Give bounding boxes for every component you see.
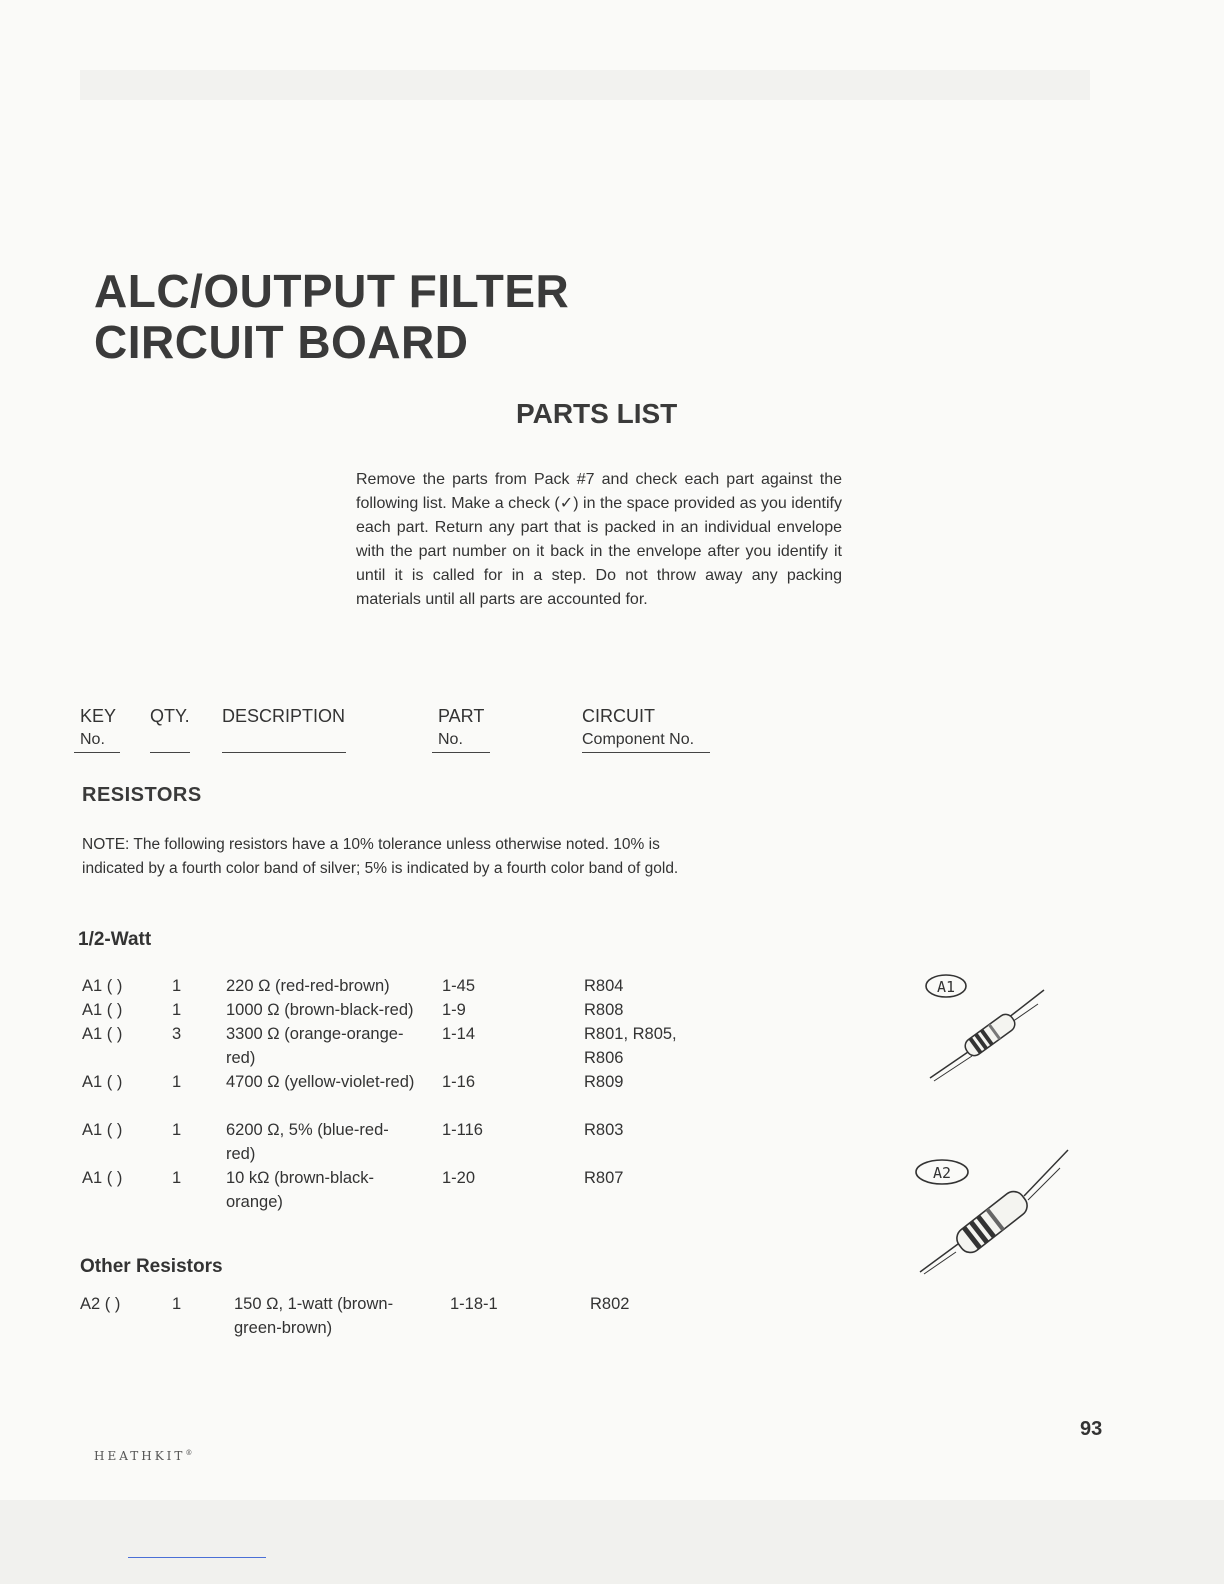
qty-cell: 1 — [172, 1121, 182, 1139]
page-number: 93 — [1080, 1418, 1103, 1440]
resistors-heading: RESISTORS — [82, 784, 202, 806]
part-number-cell: 1-45 — [442, 977, 476, 995]
circuit-component-cell: R807 — [584, 1169, 624, 1187]
resistor-a2-illustration — [912, 1146, 1072, 1276]
key-cell: A1 ( ) — [82, 1169, 123, 1187]
qty-cell: 1 — [172, 977, 182, 995]
header-underline-circuit — [582, 752, 710, 753]
column-header-description: DESCRIPTION — [222, 706, 346, 726]
description-cell: 4700 Ω (yellow-violet-red) — [226, 1073, 415, 1091]
key-cell: A1 ( ) — [82, 1025, 123, 1043]
scan-shadow-bottom — [0, 1500, 1224, 1584]
part-number-cell: 1-14 — [442, 1025, 476, 1043]
other-resistors-heading: Other Resistors — [80, 1256, 223, 1277]
parts-list-heading: PARTS LIST — [516, 398, 678, 429]
scan-shadow-top — [80, 70, 1090, 100]
column-header-part: PART No. — [438, 706, 485, 748]
page-title — [94, 266, 569, 368]
column-header-key: KEY No. — [80, 706, 117, 748]
tolerance-note: NOTE: The following resistors have a 10% tolerance unless otherwise noted. 10% is indicated by a fourth color band of silver; 5% is indicated by a fourth color band of gold. — [82, 836, 679, 877]
a2-label: A2 — [932, 1164, 952, 1182]
circuit-component-cell: R802 — [590, 1295, 630, 1313]
key-cell: A2 ( ) — [80, 1295, 121, 1313]
intro-paragraph: Remove the parts from Pack #7 and check each part against the following list. Make a check (✓) in the space provided as you identify each part. Return any part that is packed in an individual envelope with the part number on it back in the envelope after you identify it until it is called for in a step. Do not throw away any packing materials until all parts are accounted for. — [356, 471, 842, 608]
column-header-qty: QTY. — [150, 706, 190, 726]
circuit-component-cell: R809 — [584, 1073, 624, 1091]
description-cell: 220 Ω (red-red-brown) — [226, 977, 390, 995]
part-number-cell: 1-116 — [442, 1121, 483, 1139]
description-cell: 3300 Ω (orange-orange-red) — [226, 1025, 404, 1067]
qty-cell: 1 — [172, 1073, 182, 1091]
key-cell: A1 ( ) — [82, 1073, 123, 1091]
key-cell: A1 ( ) — [82, 1001, 123, 1019]
qty-cell: 1 — [172, 1169, 182, 1187]
a1-label: A1 — [936, 978, 956, 996]
qty-cell: 1 — [172, 1001, 182, 1019]
key-cell: A1 ( ) — [82, 1121, 123, 1139]
half-watt-heading: 1/2-Watt — [78, 929, 152, 950]
description-cell: 150 Ω, 1-watt (brown-green-brown) — [234, 1295, 394, 1337]
part-number-cell: 1-9 — [442, 1001, 466, 1019]
page-title-line-1: ALC/OUTPUT FILTER — [94, 265, 570, 317]
key-cell: A1 ( ) — [82, 977, 123, 995]
description-cell: 6200 Ω, 5% (blue-red-red) — [226, 1121, 389, 1163]
description-cell: 1000 Ω (brown-black-red) — [226, 1001, 414, 1019]
circuit-component-cell: R803 — [584, 1121, 624, 1139]
part-number-cell: 1-18-1 — [450, 1295, 498, 1313]
header-underline-description — [222, 752, 346, 753]
part-number-cell: 1-16 — [442, 1073, 476, 1091]
description-cell: 10 kΩ (brown-black-orange) — [226, 1169, 375, 1211]
qty-cell: 3 — [172, 1025, 182, 1043]
header-underline-part — [432, 752, 490, 753]
qty-cell: 1 — [172, 1295, 182, 1313]
circuit-component-cell: R804 — [584, 977, 624, 995]
header-underline-qty — [150, 752, 190, 753]
resistor-a1-illustration — [920, 968, 1050, 1088]
footer-link-underline — [128, 1557, 266, 1558]
circuit-component-cell: R801, R805, R806 — [584, 1025, 677, 1067]
heathkit-logo: HEATHKIT® — [94, 1449, 193, 1463]
part-number-cell: 1-20 — [442, 1169, 476, 1187]
header-underline-key — [74, 752, 120, 753]
circuit-component-cell: R808 — [584, 1001, 624, 1019]
page-title-line-2: CIRCUIT BOARD — [94, 316, 469, 368]
column-header-circuit: CIRCUIT Component No. — [582, 706, 695, 748]
